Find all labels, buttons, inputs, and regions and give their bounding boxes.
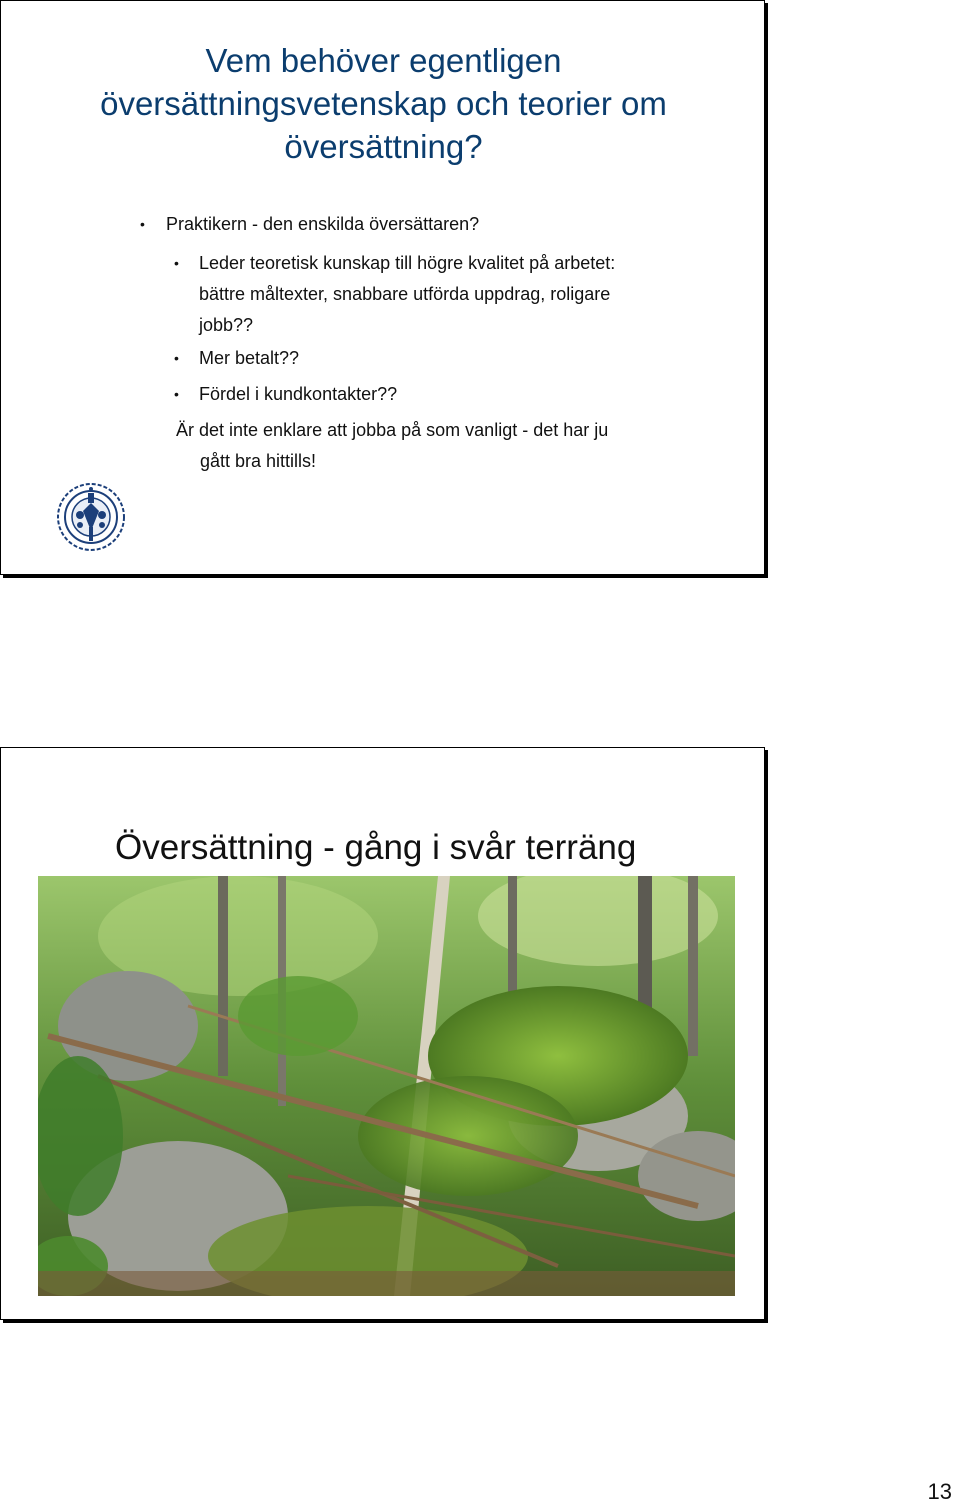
slide-2-title: Översättning - gång i svår terräng — [115, 828, 637, 867]
bullet-dot-icon: • — [174, 350, 179, 366]
bullet-dot-icon: • — [174, 386, 179, 402]
closing-text — [176, 415, 716, 477]
slide-1-title — [1, 39, 766, 168]
bullet-dot-icon: • — [174, 255, 179, 271]
sub-bullet-1-line-1: Leder teoretisk kunskap till högre kvalitet på arbetet: — [199, 253, 616, 273]
sub-bullet-1-line-2: bättre måltexter, snabbare utförda uppdrag, roligare — [199, 284, 611, 304]
slide-1 — [0, 0, 765, 575]
sub-bullet-2 — [174, 343, 719, 374]
sub-bullet-3 — [174, 379, 719, 410]
bullet-main-text: Praktikern - den enskilda översättaren? — [166, 214, 480, 234]
closing-line-1: Är det inte enklare att jobba på som vanligt - det har ju — [176, 420, 609, 440]
title-line-1: Vem behöver egentligen — [205, 42, 562, 79]
title-line-2: översättningsvetenskap och teorier om — [100, 85, 667, 122]
forest-terrain-photo — [38, 876, 735, 1296]
title-line-3: översättning? — [284, 128, 483, 165]
bullet-dot-icon: • — [140, 216, 145, 232]
sub-bullet-3-text: Fördel i kundkontakter?? — [199, 384, 398, 404]
sub-bullet-1 — [174, 248, 719, 341]
closing-line-2: gått bra hittills! — [200, 451, 317, 471]
page-number: 13 — [927, 1479, 952, 1504]
sub-bullet-2-text: Mer betalt?? — [199, 348, 300, 368]
stockholm-university-seal-icon — [53, 481, 129, 553]
sub-bullet-1-line-3: jobb?? — [199, 315, 254, 335]
bullet-main — [140, 209, 480, 240]
